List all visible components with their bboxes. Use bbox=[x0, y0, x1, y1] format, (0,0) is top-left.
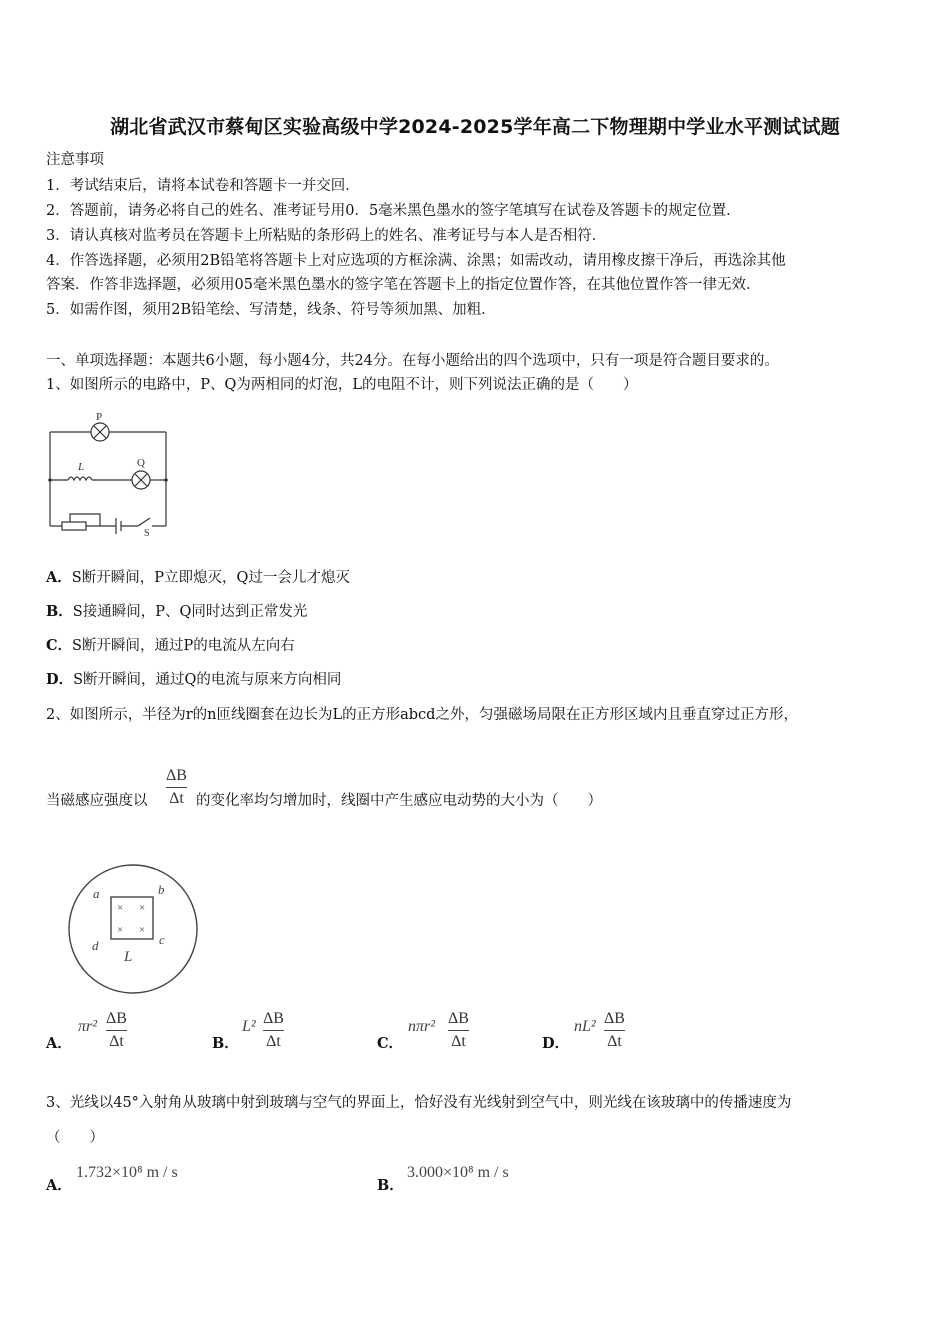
q3-option-a[interactable]: A． bbox=[46, 1177, 72, 1194]
question-2-stem: 2、如图所示，半径为r的n匝线圈套在边长为L的正方形abcd之外，匀强磁场局限在正方形区域内且垂直穿过正方形， bbox=[46, 707, 798, 723]
section-heading: 一、单项选择题：本题共6小题，每小题4分，共24分。在每小题给出的四个选项中，只有一项是符合题目要求的。 bbox=[46, 353, 779, 369]
cross-mark: × bbox=[139, 924, 146, 936]
q1-option-c[interactable]: C．S断开瞬间，通过P的电流从左向右 bbox=[46, 637, 295, 654]
q2-option-a[interactable]: A． bbox=[46, 1035, 72, 1052]
q1-option-b[interactable]: B．S接通瞬间，P、Q同时达到正常发光 bbox=[46, 603, 308, 620]
question-2-stem-after: 的变化率均匀增加时，线圈中产生感应电动势的大小为（ ） bbox=[196, 793, 602, 809]
notice-item: 2．答题前，请务必将自己的姓名、准考证号用0．5毫米黑色墨水的签字笔填写在试卷及答题卡的规定位置． bbox=[46, 203, 741, 219]
q2-option-b-coef: L² bbox=[242, 1018, 256, 1035]
q1-option-a[interactable]: A．S断开瞬间，P立即熄灭，Q过一会儿才熄灭 bbox=[46, 569, 350, 586]
cross-mark: × bbox=[139, 902, 146, 914]
q2-option-b-fraction: ΔB Δt bbox=[263, 1010, 284, 1050]
label-l: L bbox=[78, 461, 85, 473]
notice-item: 3．请认真核对监考员在答题卡上所粘贴的条形码上的姓名、准考证号与本人是否相符． bbox=[46, 228, 607, 244]
q2-option-d[interactable]: D． bbox=[542, 1035, 570, 1052]
label-s: S bbox=[144, 528, 150, 538]
cross-mark: × bbox=[117, 924, 124, 936]
notice-item: 5．如需作图，须用2B铅笔绘、写清楚，线条、符号等须加黑、加粗． bbox=[46, 302, 496, 318]
notice-item: 答案．作答非选择题，必须用05毫米黑色墨水的签字笔在答题卡上的指定位置作答，在其他位置作答一律无效． bbox=[46, 277, 761, 293]
question-1-stem: 1、如图所示的电路中，P、Q为两相同的灯泡，L的电阻不计，则下列说法正确的是（ ） bbox=[46, 377, 638, 393]
q2-option-c[interactable]: C． bbox=[377, 1035, 404, 1052]
q2-option-b[interactable]: B． bbox=[212, 1035, 239, 1052]
page-title: 湖北省武汉市蔡甸区实验高级中学2024-2025学年高二下物理期中学业水平测试试题 bbox=[110, 116, 840, 138]
q3-option-b-value: 3.000×10⁸ m / s bbox=[407, 1164, 509, 1181]
rate-fraction: ΔB Δt bbox=[166, 767, 187, 807]
question-3-paren: （ ） bbox=[46, 1130, 104, 1146]
label-p: P bbox=[96, 411, 103, 423]
label-a: a bbox=[93, 886, 100, 901]
q1-option-d[interactable]: D．S断开瞬间，通过Q的电流与原来方向相同 bbox=[46, 671, 342, 688]
label-q: Q bbox=[137, 457, 145, 469]
notice-item: 4．作答选择题，必须用2B铅笔将答题卡上对应选项的方框涂满、涂黑；如需改动，请用橡皮擦干净后，再选涂其他 bbox=[46, 253, 786, 269]
q2-option-a-coef: πr² bbox=[78, 1018, 98, 1035]
notice-item: 1．考试结束后，请将本试卷和答题卡一并交回． bbox=[46, 178, 360, 194]
q2-option-d-fraction: ΔB Δt bbox=[604, 1010, 625, 1050]
q2-option-c-fraction: ΔB Δt bbox=[448, 1010, 469, 1050]
q2-option-a-fraction: ΔB Δt bbox=[106, 1010, 127, 1050]
q3-option-a-value: 1.732×10⁸ m / s bbox=[76, 1164, 178, 1181]
cross-mark: × bbox=[117, 902, 124, 914]
coil-figure bbox=[66, 862, 200, 996]
question-2-stem-before: 当磁感应强度以 bbox=[46, 793, 148, 809]
notice-heading: 注意事项 bbox=[46, 152, 104, 168]
q3-option-b[interactable]: B． bbox=[377, 1177, 404, 1194]
q2-option-c-coef: nπr² bbox=[408, 1018, 436, 1035]
label-c: c bbox=[159, 932, 165, 947]
question-3-stem: 3、光线以45°入射角从玻璃中射到玻璃与空气的界面上，恰好没有光线射到空气中，则光线在该玻璃中的传播速度为 bbox=[46, 1095, 792, 1111]
label-l: L bbox=[124, 949, 133, 965]
circuit-figure bbox=[44, 408, 174, 538]
label-b: b bbox=[158, 882, 165, 897]
q2-option-d-coef: nL² bbox=[574, 1018, 596, 1035]
label-d: d bbox=[92, 938, 99, 953]
